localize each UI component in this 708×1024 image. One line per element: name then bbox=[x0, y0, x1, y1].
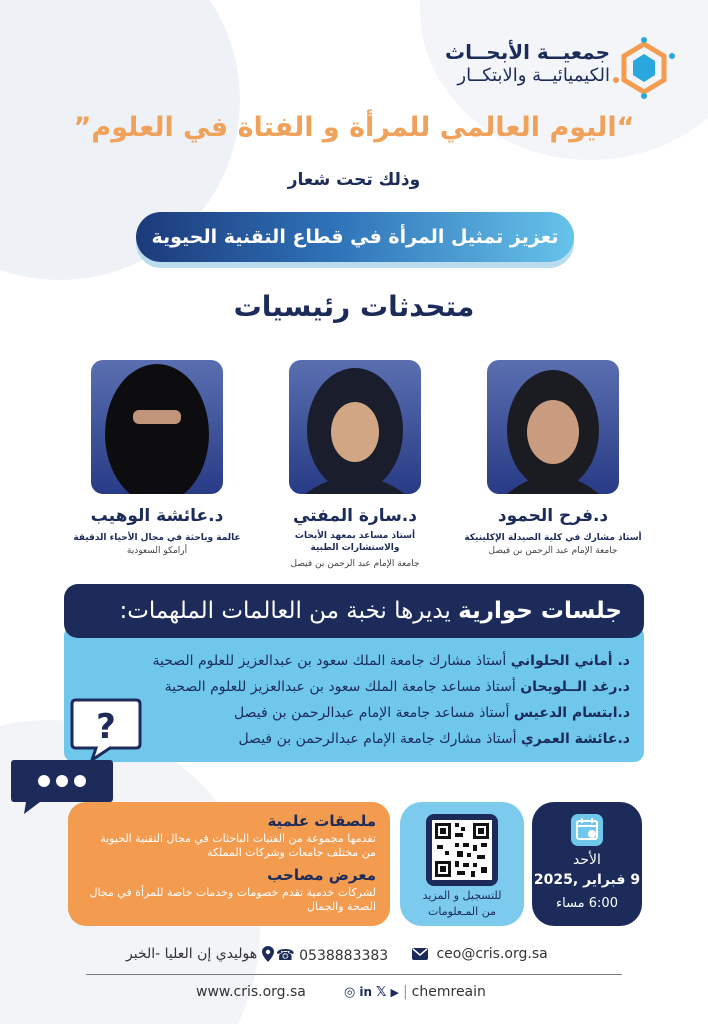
event-title: “اليوم العالمي للمرأة و الفتاة في العلوم” bbox=[73, 112, 635, 143]
registration-label bbox=[400, 888, 524, 920]
speaker-organization: أرامكو السعودية bbox=[126, 546, 188, 556]
logo-line-2: الكيميائيــة والابتكــار bbox=[457, 65, 610, 86]
contact-location bbox=[126, 946, 296, 962]
panel-member bbox=[110, 728, 630, 750]
speaker-photo bbox=[289, 360, 421, 494]
email-text: ceo@cris.org.sa bbox=[436, 946, 548, 962]
registration-line-1: للتسجيل و المزيد bbox=[422, 889, 502, 902]
exhibition-text: لشركات خدمية تقدم خصومات وخدمات خاصة للمرأة في مجال الصحة والجمال bbox=[89, 886, 376, 913]
event-time: 6:00 مساء bbox=[556, 896, 618, 911]
location-text: هوليدي إن العليا -الخبر bbox=[126, 946, 258, 962]
event-day: الأحد bbox=[573, 852, 601, 868]
panel-heading-rest: يديرها نخبة من العالمات الملهمات: bbox=[119, 598, 459, 624]
speaker-name: د.عائشة الوهيب bbox=[90, 506, 224, 526]
question-bubble-icon bbox=[70, 696, 142, 762]
phone-icon: ☎ bbox=[276, 946, 295, 964]
separator: | bbox=[402, 984, 408, 1000]
speaker-role: أستاذ مساعد بمعهد الأبحاث والاستشارات الطبية bbox=[294, 531, 416, 553]
exhibition-title: معرض مصاحب bbox=[267, 866, 376, 884]
social-handle[interactable]: chemreain bbox=[411, 984, 486, 1000]
panel-member-desc: أستاذ مساعد جامعة الإمام عبدالرحمن بن فيصل bbox=[234, 705, 514, 721]
x-icon[interactable]: 𝕏 bbox=[376, 984, 387, 1000]
panel-member-name: د.رغد الــلويحان bbox=[520, 679, 630, 695]
speakers-heading: متحدثات رئيسيات bbox=[233, 290, 475, 323]
speaker-organization: جامعة الإمام عبد الرحمن بن فيصل bbox=[488, 546, 618, 556]
footer-divider bbox=[86, 974, 622, 975]
panel-member-name: د. أماني الحلواني bbox=[510, 653, 630, 669]
phone-text: 0538883383 bbox=[299, 948, 389, 964]
panel-member-name: د.عائشة العمري bbox=[520, 731, 630, 747]
panel-heading bbox=[64, 584, 644, 638]
organization-logo-text bbox=[440, 40, 610, 88]
qr-code-icon[interactable] bbox=[426, 814, 498, 886]
speaker-photo bbox=[91, 360, 223, 494]
contact-email[interactable] bbox=[412, 946, 582, 962]
slogan-text: تعزيز تمثيل المرأة في قطاع التقنية الحيوية bbox=[151, 226, 559, 248]
event-date: 9 فبراير ,2025 bbox=[533, 872, 641, 888]
speaker-name: د.فرح الحمود bbox=[497, 506, 609, 526]
panel-member bbox=[110, 650, 630, 672]
speaker-role: عالمة وباحثة في مجال الأحياء الدقيقة bbox=[73, 533, 241, 543]
organization-logo-icon bbox=[612, 36, 676, 100]
email-icon bbox=[412, 948, 428, 960]
panel-heading-banner bbox=[64, 584, 644, 638]
panel-member-desc: أستاذ مشارك جامعة الملك سعود بن عبدالعزيز للعلوم الصحية bbox=[152, 653, 511, 669]
panel-member-name: د.ابتسام الدعيس bbox=[513, 705, 630, 721]
speaker-organization: جامعة الإمام عبد الرحمن بن فيصل bbox=[290, 559, 420, 569]
linkedin-icon[interactable]: in bbox=[359, 985, 372, 999]
panel-member bbox=[110, 702, 630, 724]
registration-line-2: من المـعلومات bbox=[428, 905, 496, 918]
location-pin-icon bbox=[262, 946, 274, 962]
slogan-banner bbox=[136, 212, 574, 262]
youtube-icon[interactable]: ▶ bbox=[390, 985, 399, 999]
panel-member-desc: أستاذ مشارك جامعة الإمام عبدالرحمن بن فيصل bbox=[238, 731, 521, 747]
speaker-role: أستاذ مشارك في كلية الصيدلة الإكلينيكة bbox=[464, 533, 642, 543]
instagram-icon[interactable]: ◎ bbox=[344, 984, 356, 1000]
speaker-photo bbox=[487, 360, 619, 494]
logo-line-1: جمعيــة الأبحــاث bbox=[445, 40, 610, 64]
panel-heading-bold: جلسات حوارية bbox=[458, 598, 622, 624]
posters-text: تقدمها مجموعة من الفتيات الباحثات في مجال التقنية الحيوية من مختلف جامعات وشركات المملكة bbox=[100, 832, 376, 859]
social-links bbox=[344, 984, 524, 1000]
posters-title: ملصقات علمية bbox=[267, 812, 376, 830]
svg-text:?: ? bbox=[96, 707, 116, 747]
panel-member-desc: أستاذ مساعد جامعة الملك سعود بن عبدالعزيز للعلوم الصحية bbox=[164, 679, 521, 695]
event-subtitle: وذلك تحت شعار bbox=[287, 170, 421, 190]
calendar-icon bbox=[569, 812, 605, 848]
panel-member bbox=[110, 676, 630, 698]
website-link[interactable]: www.cris.org.sa bbox=[196, 984, 306, 1000]
speaker-name: د.سارة المفتي bbox=[292, 506, 417, 526]
